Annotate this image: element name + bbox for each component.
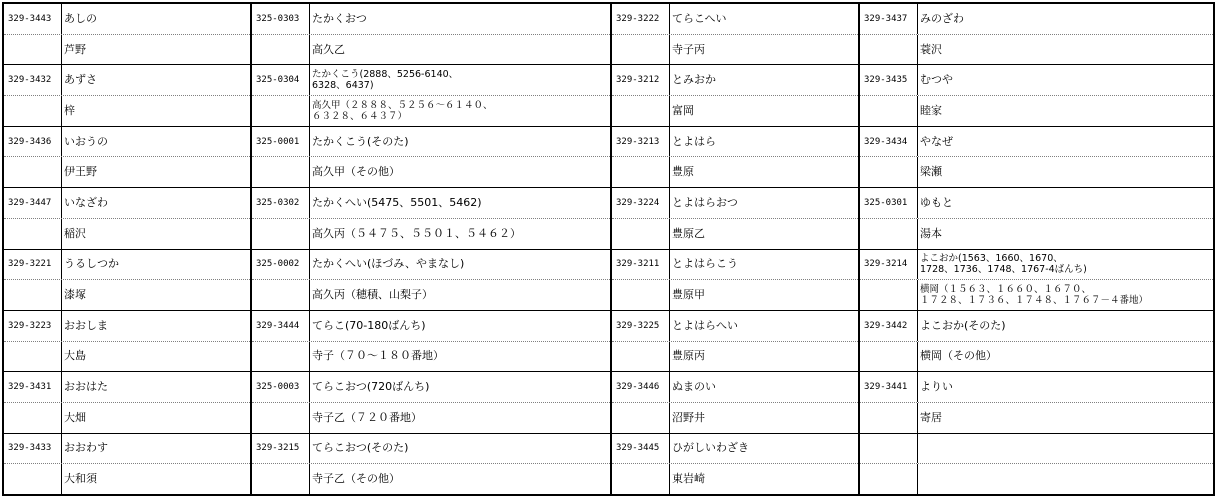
kana-reading: むつや bbox=[920, 73, 953, 87]
reading-row bbox=[860, 65, 1213, 95]
kana-reading: てらこへい bbox=[672, 11, 727, 25]
place-name: 寺子丙 bbox=[672, 42, 705, 56]
place-name: 沼野井 bbox=[672, 410, 705, 424]
column-group-1 bbox=[4, 4, 250, 494]
place-name bbox=[918, 464, 1213, 494]
kanji-row bbox=[4, 279, 250, 310]
code-spacer bbox=[860, 96, 918, 126]
reading-row bbox=[252, 4, 610, 34]
kanji-row bbox=[612, 463, 858, 494]
place-name: 芦野 bbox=[64, 42, 86, 56]
reading-row bbox=[4, 311, 250, 341]
postal-code: 325-0001 bbox=[252, 127, 310, 157]
code-spacer bbox=[612, 464, 670, 494]
postal-code: 329-3212 bbox=[612, 65, 670, 95]
table-row bbox=[612, 126, 858, 187]
table-row bbox=[4, 126, 250, 187]
place-name: 高久乙 bbox=[312, 42, 345, 56]
place-name: 高久甲（２８８８、５２５６～６１４０、 ６３２８、６４３７） bbox=[312, 99, 493, 122]
table-row bbox=[860, 126, 1213, 187]
code-spacer bbox=[860, 35, 918, 65]
reading-row bbox=[4, 434, 250, 464]
reading-row bbox=[252, 65, 610, 95]
kanji-row bbox=[860, 341, 1213, 372]
place-name: 大島 bbox=[64, 349, 86, 363]
postal-code: 329-3225 bbox=[612, 311, 670, 341]
kanji-row bbox=[612, 341, 858, 372]
code-spacer bbox=[252, 157, 310, 187]
postal-code: 325-0003 bbox=[252, 372, 310, 402]
kana-reading: とみおか bbox=[672, 73, 716, 87]
code-spacer bbox=[860, 464, 918, 494]
kanji-row bbox=[252, 463, 610, 494]
reading-row bbox=[860, 250, 1213, 280]
reading-row bbox=[612, 372, 858, 402]
reading-row bbox=[612, 434, 858, 464]
kana-reading: ひがしいわざき bbox=[672, 441, 749, 455]
reading-row bbox=[860, 4, 1213, 34]
code-spacer bbox=[612, 157, 670, 187]
postal-code: 329-3215 bbox=[252, 434, 310, 464]
kana-reading: おおはた bbox=[64, 380, 108, 394]
place-name: 漆塚 bbox=[64, 288, 86, 302]
code-spacer bbox=[612, 219, 670, 249]
table-row bbox=[860, 64, 1213, 125]
postal-code: 329-3431 bbox=[4, 372, 62, 402]
table-row bbox=[860, 249, 1213, 310]
kanji-row bbox=[612, 402, 858, 433]
kana-reading: やなぜ bbox=[920, 134, 953, 148]
postal-code: 329-3222 bbox=[612, 4, 670, 34]
place-name: 横岡（その他） bbox=[920, 349, 997, 363]
reading-row bbox=[4, 372, 250, 402]
code-spacer bbox=[4, 157, 62, 187]
table-row bbox=[252, 64, 610, 125]
table-row bbox=[612, 249, 858, 310]
postal-code: 329-3433 bbox=[4, 434, 62, 464]
kanji-row bbox=[252, 95, 610, 126]
place-name: 豊原甲 bbox=[672, 288, 705, 302]
reading-row bbox=[860, 372, 1213, 402]
kanji-row bbox=[860, 156, 1213, 187]
postal-code: 325-0303 bbox=[252, 4, 310, 34]
code-spacer bbox=[252, 403, 310, 433]
place-name: 湯本 bbox=[920, 226, 942, 240]
postal-code: 329-3211 bbox=[612, 250, 670, 280]
place-name: 豊原 bbox=[672, 165, 694, 179]
kanji-row bbox=[860, 34, 1213, 65]
kanji-row bbox=[252, 34, 610, 65]
kana-reading: とよはらへい bbox=[672, 318, 738, 332]
kana-reading: おおわす bbox=[64, 441, 108, 455]
kana-reading: たかくへい(5475、5501、5462) bbox=[312, 195, 482, 209]
kanji-row bbox=[612, 34, 858, 65]
table-row bbox=[252, 249, 610, 310]
table-row bbox=[4, 64, 250, 125]
reading-row bbox=[612, 65, 858, 95]
table-row bbox=[860, 310, 1213, 371]
kanji-row bbox=[4, 34, 250, 65]
postal-code: 329-3224 bbox=[612, 188, 670, 218]
postal-code: 329-3446 bbox=[612, 372, 670, 402]
reading-row bbox=[612, 127, 858, 157]
reading-row bbox=[860, 434, 1213, 464]
postal-code: 329-3441 bbox=[860, 372, 918, 402]
table-row bbox=[612, 187, 858, 248]
table-row bbox=[4, 249, 250, 310]
table-row bbox=[612, 310, 858, 371]
kanji-row bbox=[860, 402, 1213, 433]
kanji-row bbox=[4, 218, 250, 249]
postal-code: 329-3447 bbox=[4, 188, 62, 218]
kana-reading: たかくこう(そのた) bbox=[312, 134, 409, 148]
kana-reading: とよはら bbox=[672, 134, 716, 148]
postal-code-table bbox=[2, 2, 1215, 496]
code-spacer bbox=[860, 342, 918, 372]
place-name: 寺子乙（その他） bbox=[312, 472, 400, 486]
reading-row bbox=[252, 250, 610, 280]
table-row bbox=[4, 187, 250, 248]
postal-code bbox=[860, 434, 918, 464]
table-row bbox=[860, 4, 1213, 64]
table-row bbox=[4, 310, 250, 371]
code-spacer bbox=[4, 280, 62, 310]
kana-reading: あずさ bbox=[64, 73, 97, 87]
table-row bbox=[252, 126, 610, 187]
kana-reading: よこおか(そのた) bbox=[920, 318, 1006, 332]
reading-row bbox=[4, 250, 250, 280]
table-row bbox=[612, 371, 858, 432]
kanji-row bbox=[252, 402, 610, 433]
place-name: 睦家 bbox=[920, 103, 942, 117]
table-row bbox=[860, 187, 1213, 248]
code-spacer bbox=[4, 342, 62, 372]
table-row bbox=[252, 187, 610, 248]
code-spacer bbox=[612, 280, 670, 310]
kanji-row bbox=[860, 218, 1213, 249]
reading-row bbox=[860, 311, 1213, 341]
postal-code: 325-0002 bbox=[252, 250, 310, 280]
postal-code: 329-3221 bbox=[4, 250, 62, 280]
reading-row bbox=[612, 4, 858, 34]
kanji-row bbox=[4, 95, 250, 126]
kana-reading: おおしま bbox=[64, 318, 108, 332]
code-spacer bbox=[4, 35, 62, 65]
place-name: 寄居 bbox=[920, 410, 942, 424]
kanji-row bbox=[252, 218, 610, 249]
place-name: 高久丙（５４７５、５５０１、５４６２） bbox=[312, 226, 521, 240]
reading-row bbox=[252, 372, 610, 402]
reading-row bbox=[252, 188, 610, 218]
kanji-row bbox=[612, 279, 858, 310]
kanji-row bbox=[860, 279, 1213, 310]
postal-code: 329-3445 bbox=[612, 434, 670, 464]
place-name: 東岩崎 bbox=[672, 472, 705, 486]
kanji-row bbox=[612, 95, 858, 126]
place-name: 大和須 bbox=[64, 472, 97, 486]
code-spacer bbox=[4, 464, 62, 494]
kana-reading: たかくおつ bbox=[312, 11, 367, 25]
postal-code: 329-3444 bbox=[252, 311, 310, 341]
kana-reading: いおうの bbox=[64, 134, 108, 148]
postal-code: 329-3223 bbox=[4, 311, 62, 341]
kana-reading: あしの bbox=[64, 11, 97, 25]
kana-reading: いなざわ bbox=[64, 195, 108, 209]
kana-reading: たかくこう(2888、5256-6140、 6328、6437) bbox=[312, 69, 459, 92]
kana-reading: よりい bbox=[920, 380, 953, 394]
postal-code: 329-3442 bbox=[860, 311, 918, 341]
kanji-row bbox=[4, 402, 250, 433]
kana-reading: てらこおつ(そのた) bbox=[312, 441, 409, 455]
reading-row bbox=[4, 4, 250, 34]
reading-row bbox=[252, 311, 610, 341]
table-row bbox=[4, 4, 250, 64]
place-name: 横岡（１５６３、１６６０、１６７０、 １７２８、１７３６、１７４８、１７６７－４番地） bbox=[920, 284, 1149, 307]
kana-reading: ゆもと bbox=[920, 195, 953, 209]
postal-code: 325-0304 bbox=[252, 65, 310, 95]
kana-reading: てらこ(70-180ばんち) bbox=[312, 318, 426, 332]
place-name: 豊原乙 bbox=[672, 226, 705, 240]
table-row bbox=[4, 433, 250, 494]
code-spacer bbox=[252, 219, 310, 249]
kanji-row bbox=[860, 463, 1213, 494]
kana-reading: ぬまのい bbox=[672, 380, 716, 394]
reading-row bbox=[860, 127, 1213, 157]
code-spacer bbox=[4, 96, 62, 126]
place-name: 梁瀬 bbox=[920, 165, 942, 179]
place-name: 豊原丙 bbox=[672, 349, 705, 363]
kanji-row bbox=[4, 463, 250, 494]
table-row bbox=[252, 4, 610, 64]
code-spacer bbox=[612, 342, 670, 372]
postal-code: 329-3437 bbox=[860, 4, 918, 34]
place-name: 高久丙（穂積、山梨子） bbox=[312, 288, 433, 302]
place-name: 大畑 bbox=[64, 410, 86, 424]
kana-reading: みのざわ bbox=[920, 11, 964, 25]
code-spacer bbox=[252, 96, 310, 126]
column-group-3 bbox=[610, 4, 858, 494]
kanji-row bbox=[4, 156, 250, 187]
code-spacer bbox=[860, 157, 918, 187]
code-spacer bbox=[252, 35, 310, 65]
place-name: 寺子（７０～１８０番地） bbox=[312, 349, 444, 363]
code-spacer bbox=[4, 403, 62, 433]
postal-code: 329-3443 bbox=[4, 4, 62, 34]
column-group-4 bbox=[858, 4, 1213, 494]
kanji-row bbox=[612, 156, 858, 187]
reading-row bbox=[4, 127, 250, 157]
reading-row bbox=[612, 188, 858, 218]
kana-reading: とよはらこう bbox=[672, 257, 738, 271]
code-spacer bbox=[612, 96, 670, 126]
code-spacer bbox=[252, 342, 310, 372]
postal-code: 329-3432 bbox=[4, 65, 62, 95]
table-row bbox=[860, 371, 1213, 432]
place-name: 寺子乙（７２０番地） bbox=[312, 410, 422, 424]
reading-row bbox=[612, 250, 858, 280]
postal-code: 329-3214 bbox=[860, 250, 918, 280]
kanji-row bbox=[4, 341, 250, 372]
reading-row bbox=[4, 188, 250, 218]
code-spacer bbox=[860, 280, 918, 310]
code-spacer bbox=[612, 403, 670, 433]
reading-row bbox=[860, 188, 1213, 218]
table-row bbox=[252, 371, 610, 432]
place-name: 高久甲（その他） bbox=[312, 165, 400, 179]
kana-reading: たかくへい(ほづみ、やまなし) bbox=[312, 257, 465, 271]
table-row bbox=[612, 433, 858, 494]
code-spacer bbox=[252, 464, 310, 494]
reading-row bbox=[612, 311, 858, 341]
kana-reading: うるしつか bbox=[64, 257, 119, 271]
table-row bbox=[860, 433, 1213, 494]
place-name: 稲沢 bbox=[64, 226, 86, 240]
table-row bbox=[252, 433, 610, 494]
code-spacer bbox=[4, 219, 62, 249]
code-spacer bbox=[860, 403, 918, 433]
postal-code: 325-0301 bbox=[860, 188, 918, 218]
postal-code: 325-0302 bbox=[252, 188, 310, 218]
place-name: 富岡 bbox=[672, 103, 694, 117]
table-row bbox=[252, 310, 610, 371]
code-spacer bbox=[252, 280, 310, 310]
kanji-row bbox=[252, 279, 610, 310]
kana-reading: よこおか(1563、1660、1670、 1728、1736、1748、1767-4ばんち) bbox=[920, 253, 1087, 276]
kana-reading bbox=[918, 434, 1213, 464]
kanji-row bbox=[612, 218, 858, 249]
table-row bbox=[612, 64, 858, 125]
reading-row bbox=[252, 434, 610, 464]
kanji-row bbox=[252, 156, 610, 187]
reading-row bbox=[252, 127, 610, 157]
postal-code: 329-3435 bbox=[860, 65, 918, 95]
table-row bbox=[4, 371, 250, 432]
code-spacer bbox=[860, 219, 918, 249]
table-row bbox=[612, 4, 858, 64]
place-name: 伊王野 bbox=[64, 165, 97, 179]
kanji-row bbox=[252, 341, 610, 372]
place-name: 蓑沢 bbox=[920, 42, 942, 56]
reading-row bbox=[4, 65, 250, 95]
column-group-2 bbox=[250, 4, 610, 494]
kana-reading: てらこおつ(720ばんち) bbox=[312, 380, 430, 394]
postal-code: 329-3436 bbox=[4, 127, 62, 157]
code-spacer bbox=[612, 35, 670, 65]
postal-code: 329-3213 bbox=[612, 127, 670, 157]
place-name: 梓 bbox=[64, 103, 75, 117]
postal-code: 329-3434 bbox=[860, 127, 918, 157]
kana-reading: とよはらおつ bbox=[672, 195, 738, 209]
kanji-row bbox=[860, 95, 1213, 126]
